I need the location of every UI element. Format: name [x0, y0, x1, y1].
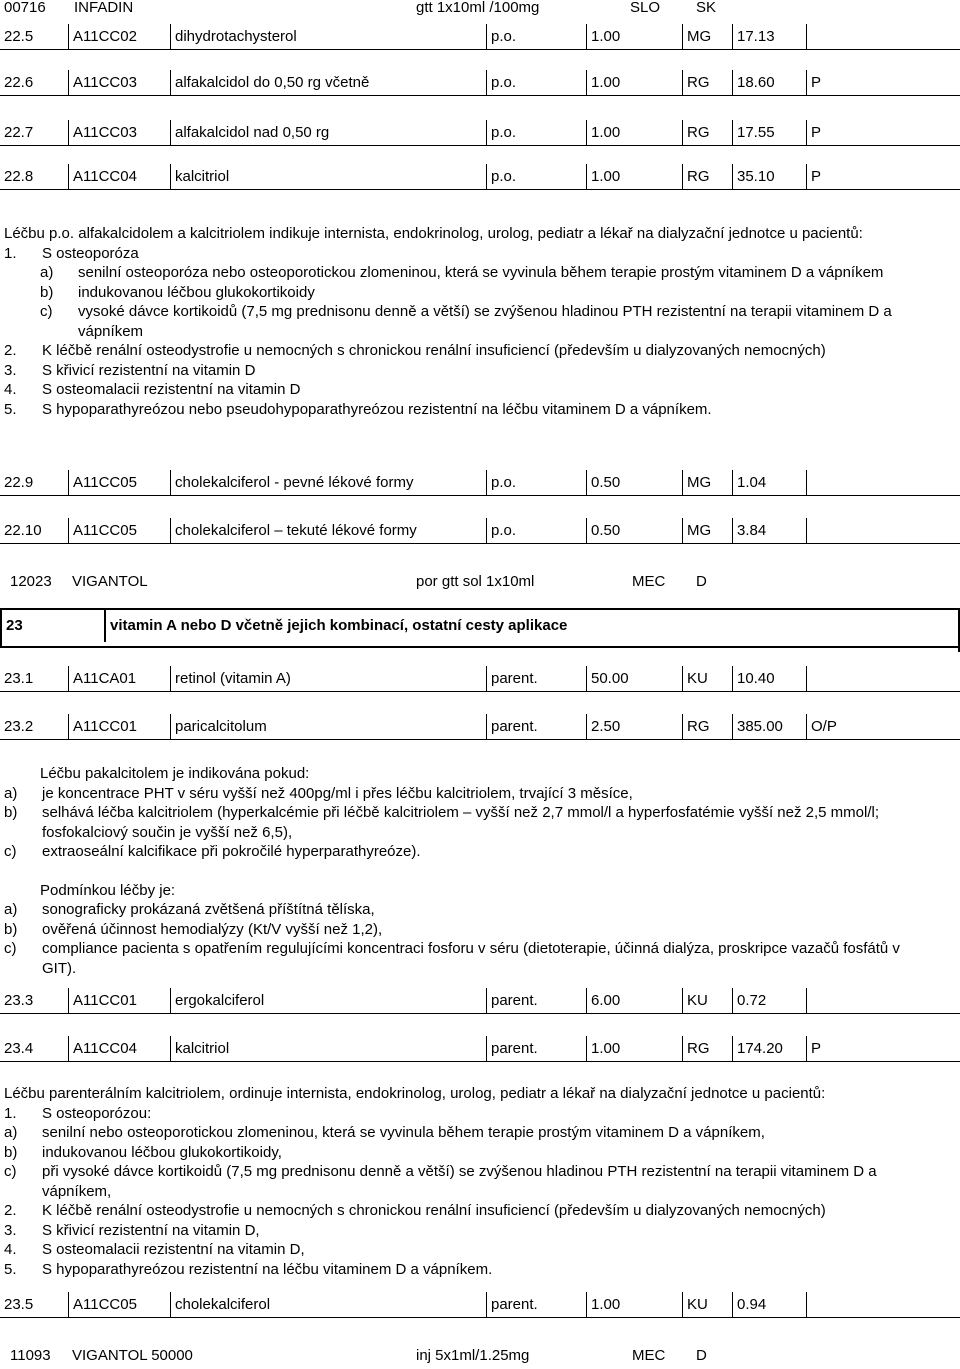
row-route: p.o.: [486, 518, 586, 544]
row-id: 23.3: [4, 992, 34, 1009]
row-route: p.o.: [486, 24, 586, 50]
table-row: [0, 24, 960, 50]
row-dose: 1.00: [586, 24, 682, 50]
product-line: [0, 1346, 960, 1366]
row-id: 23.2: [4, 718, 34, 735]
row-atc-code: A11CC05: [68, 518, 170, 544]
note-item: 3. S křivicí rezistentní na vitamin D: [4, 361, 256, 379]
note-subitem: c) při vysoké dávce kortikoidů (7,5 mg prednisonu denně a větší) se zvýšenou hladinou PTH rezistentní na terapii vitaminem D a vápníkem,: [4, 1163, 877, 1200]
note-intro: Léčbu p.o. alfakalcidolem a kalcitriolem indikuje internista, endokrinolog, urolog, pediatr a lékař na dialyzační jednotce u pacientů:: [4, 225, 863, 242]
indication-note-2: [4, 764, 924, 978]
note-subitem: b) indukovanou léčbou glukokortikoidy,: [4, 1143, 282, 1161]
row-price: 10.40: [732, 666, 806, 692]
row-price: 3.84: [732, 518, 806, 544]
row-dose: 1.00: [586, 164, 682, 190]
product-name: VIGANTOL 50000: [72, 1347, 193, 1364]
row-route: p.o.: [486, 164, 586, 190]
product-line: [0, 572, 960, 592]
product-col1: MEC: [632, 1347, 666, 1364]
note-intro: Léčbu pakalcitolem je indikována pokud:: [40, 765, 310, 782]
note-subitem: a) senilní osteoporóza nebo osteoporotickou zlomeninou, která se vyvinula během terapie prostým vitaminem D a vápníkem: [40, 264, 884, 281]
row-substance: dihydrotachysterol: [170, 24, 486, 50]
product-form: inj 5x1ml/1.25mg: [416, 1347, 530, 1364]
note-item: 1. S osteoporóza: [4, 244, 139, 262]
row-substance: alfakalcidol do 0,50 rg včetně: [170, 70, 486, 96]
product-code: 00716: [4, 0, 46, 16]
note-item: 4. S osteomalacii rezistentní na vitamin D: [4, 381, 301, 398]
row-price: 174.20: [732, 1036, 806, 1062]
note-item: a) je koncentrace PHT v séru vyšší než 400pg/ml i přes léčbu kalcitriolem, trvající 3 měsíce,: [4, 784, 633, 802]
product-col1: MEC: [632, 573, 666, 590]
row-price: 385.00: [732, 714, 806, 740]
row-id: 22.8: [4, 168, 34, 185]
row-price: 18.60: [732, 70, 806, 96]
row-substance: cholekalciferol – tekuté lékové formy: [170, 518, 486, 544]
product-col2: D: [696, 573, 707, 590]
row-flag: P: [806, 70, 866, 96]
row-dose: 2.50: [586, 714, 682, 740]
note-item: 1. S osteoporózou:: [4, 1104, 152, 1122]
row-price: 17.55: [732, 120, 806, 146]
product-form: por gtt sol 1x10ml: [416, 573, 535, 590]
row-flag: [806, 470, 866, 496]
row-id: 23.5: [4, 1296, 34, 1313]
product-code: 11093: [10, 1347, 51, 1364]
row-route: p.o.: [486, 70, 586, 96]
section-title: vitamin A nebo D včetně jejich kombinací, ostatní cesty aplikace: [104, 610, 950, 642]
row-substance: cholekalciferol - pevné lékové formy: [170, 470, 486, 496]
table-row: [0, 518, 960, 544]
row-substance: ergokalciferol: [170, 988, 486, 1014]
note-condition-title: Podmínkou léčby je:: [40, 881, 176, 899]
table-row: [0, 1292, 960, 1318]
row-unit: KU: [682, 988, 732, 1014]
row-substance: kalcitriol: [170, 1036, 486, 1062]
row-atc-code: A11CC05: [68, 1292, 170, 1318]
row-dose: 6.00: [586, 988, 682, 1014]
table-row: [0, 70, 960, 96]
row-substance: alfakalcidol nad 0,50 rg: [170, 120, 486, 146]
row-unit: RG: [682, 1036, 732, 1062]
row-price: 1.04: [732, 470, 806, 496]
row-flag: [806, 988, 866, 1014]
row-flag: P: [806, 1036, 866, 1062]
row-dose: 1.00: [586, 70, 682, 96]
row-unit: KU: [682, 1292, 732, 1318]
row-dose: 0.50: [586, 518, 682, 544]
row-substance: kalcitriol: [170, 164, 486, 190]
product-col2: SK: [696, 0, 717, 16]
row-atc-code: A11CC02: [68, 24, 170, 50]
row-price: 0.72: [732, 988, 806, 1014]
row-dose: 0.50: [586, 470, 682, 496]
note-item: 2. K léčbě renální osteodystrofie u nemocných s chronickou renální insuficiencí (především u dialyzovaných nemocných): [4, 342, 826, 359]
row-price: 0.94: [732, 1292, 806, 1318]
row-id: 22.10: [4, 522, 42, 539]
row-dose: 1.00: [586, 1292, 682, 1318]
row-atc-code: A11CC03: [68, 70, 170, 96]
product-col2: D: [696, 1347, 707, 1364]
row-atc-code: A11CC04: [68, 1036, 170, 1062]
row-unit: RG: [682, 164, 732, 190]
row-unit: RG: [682, 714, 732, 740]
note-item: c) extraoseální kalcifikace při pokročilé hyperparathyreóze).: [4, 843, 421, 860]
row-flag: [806, 24, 866, 50]
note-item: b) selhává léčba kalcitriolem (hyperkalcémie při léčbě kalcitriolem – vyšší než 2,7 mmol/l a hyperfosfatémie vyšší než 2,5 mmol/l; fosfokalciový součin je vyšší než 6,5),: [4, 804, 879, 841]
note-item: a) sonograficky prokázaná zvětšená příštítná tělíska,: [4, 901, 375, 918]
table-row: [0, 988, 960, 1014]
product-code: 12023: [10, 573, 52, 590]
note-item: 3. S křivicí rezistentní na vitamin D,: [4, 1221, 260, 1239]
row-flag: [806, 518, 866, 544]
row-substance: cholekalciferol: [170, 1292, 486, 1318]
row-dose: 1.00: [586, 120, 682, 146]
row-unit: MG: [682, 470, 732, 496]
row-flag: [806, 666, 866, 692]
row-unit: MG: [682, 24, 732, 50]
row-atc-code: A11CC01: [68, 988, 170, 1014]
product-line: [0, 0, 960, 18]
note-item: b) ověřená účinnost hemodialýzy (Kt/V vyšší než 1,2),: [4, 920, 383, 938]
row-price: 17.13: [732, 24, 806, 50]
row-flag: [806, 1292, 866, 1318]
row-route: parent.: [486, 1292, 586, 1318]
row-unit: KU: [682, 666, 732, 692]
section-heading: [0, 608, 960, 648]
indication-note-1: [4, 224, 924, 419]
row-price: 35.10: [732, 164, 806, 190]
row-substance: retinol (vitamin A): [170, 666, 486, 692]
row-route: p.o.: [486, 120, 586, 146]
row-atc-code: A11CA01: [68, 666, 170, 692]
note-subitem: b) indukovanou léčbou glukokortikoidy: [40, 283, 315, 301]
row-id: 23.1: [4, 670, 34, 687]
product-name: INFADIN: [74, 0, 134, 16]
row-route: parent.: [486, 988, 586, 1014]
product-name: VIGANTOL: [72, 573, 148, 590]
row-id: 22.9: [4, 474, 34, 491]
row-unit: RG: [682, 120, 732, 146]
table-row: [0, 666, 960, 692]
indication-note-3: [4, 1084, 924, 1279]
row-atc-code: A11CC01: [68, 714, 170, 740]
table-row: [0, 164, 960, 190]
row-route: parent.: [486, 666, 586, 692]
row-id: 22.5: [4, 28, 34, 45]
row-flag: P: [806, 164, 866, 190]
row-unit: MG: [682, 518, 732, 544]
row-dose: 50.00: [586, 666, 682, 692]
row-route: p.o.: [486, 470, 586, 496]
note-subitem: c) vysoké dávce kortikoidů (7,5 mg prednisonu denně a větší) se zvýšenou hladinou PTH rezistentní na terapii vitaminem D a vápníkem: [40, 303, 892, 340]
row-route: parent.: [486, 714, 586, 740]
row-atc-code: A11CC03: [68, 120, 170, 146]
table-row: [0, 470, 960, 496]
note-item: 5. S hypoparathyreózou nebo pseudohypoparathyreózou rezistentní na léčbu vitaminem D a vápníkem.: [4, 400, 712, 418]
table-row: [0, 120, 960, 146]
table-row: [0, 714, 960, 740]
table-row: [0, 1036, 960, 1062]
row-atc-code: A11CC05: [68, 470, 170, 496]
note-item: 2. K léčbě renální osteodystrofie u nemocných s chronickou renální insuficiencí (především u dialyzovaných nemocných): [4, 1202, 826, 1219]
row-route: parent.: [486, 1036, 586, 1062]
note-item: c) compliance pacienta s opatřením regulujícími koncentraci fosforu v séru (dietoterapie, účinná dialýza, proskripce vazačů fosfátů v GIT).: [4, 940, 900, 977]
product-col1: SLO: [630, 0, 661, 16]
row-id: 22.7: [4, 124, 34, 141]
note-item: 5. S hypoparathyreózou rezistentní na léčbu vitaminem D a vápníkem.: [4, 1260, 493, 1278]
row-substance: paricalcitolum: [170, 714, 486, 740]
row-atc-code: A11CC04: [68, 164, 170, 190]
row-id: 23.4: [4, 1040, 34, 1057]
note-subitem: a) senilní nebo osteoporotickou zlomeninou, která se vyvinula během terapie prostým vitaminem D a vápníkem,: [4, 1124, 765, 1141]
row-unit: RG: [682, 70, 732, 96]
row-flag: P: [806, 120, 866, 146]
row-flag: O/P: [806, 714, 866, 740]
note-item: 4. S osteomalacii rezistentní na vitamin D,: [4, 1241, 305, 1258]
row-dose: 1.00: [586, 1036, 682, 1062]
note-intro: Léčbu parenterálním kalcitriolem, ordinuje internista, endokrinolog, urolog, pediatr a lékař na dialyzační jednotce u pacientů:: [4, 1085, 826, 1102]
section-number: 23: [6, 617, 23, 634]
product-form: gtt 1x10ml /100mg: [416, 0, 540, 16]
row-id: 22.6: [4, 74, 34, 91]
